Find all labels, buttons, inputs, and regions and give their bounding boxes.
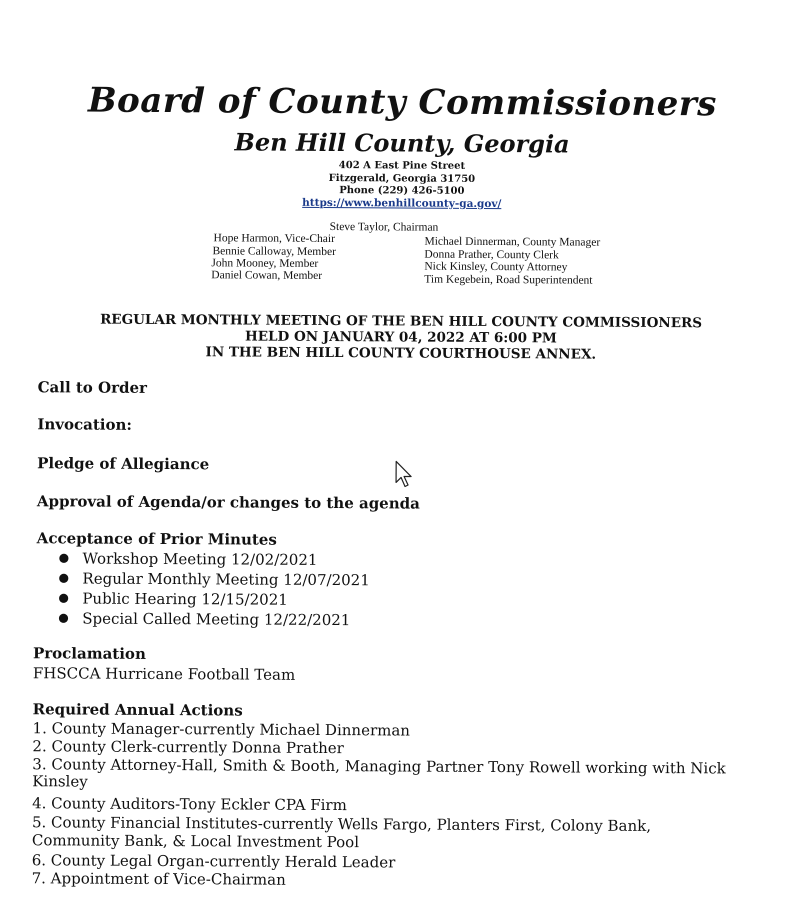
meeting-heading-line: HELD ON JANUARY 04, 2022 AT 6:00 PM bbox=[244, 328, 557, 347]
website-link[interactable]: https://www.benhillcounty-ga.gov/ bbox=[302, 196, 502, 211]
action-item: Community Bank, & Local Investment Pool bbox=[31, 831, 360, 852]
actions-heading: Required Annual Actions bbox=[32, 700, 243, 720]
proclamation-heading: Proclamation bbox=[32, 644, 146, 663]
document-subtitle: Ben Hill County, Georgia bbox=[234, 127, 570, 159]
agenda-invocation: Invocation: bbox=[37, 415, 133, 434]
street-address: 402 A East Pine Street bbox=[338, 160, 466, 172]
minutes-item: Public Hearing 12/15/2021 bbox=[82, 589, 288, 609]
agenda-call-to-order: Call to Order bbox=[37, 378, 148, 397]
official-right: Nick Kinsley, County Attorney bbox=[424, 260, 568, 274]
agenda-pledge: Pledge of Allegiance bbox=[37, 454, 210, 474]
minutes-item: Workshop Meeting 12/02/2021 bbox=[82, 549, 318, 569]
chairman: Steve Taylor, Chairman bbox=[329, 221, 439, 234]
action-item: 5. County Financial Institutes-currently Wells Fargo, Planters First, Colony Bank, bbox=[31, 813, 652, 835]
bullet-icon: ● bbox=[58, 590, 69, 605]
official-right: Donna Prather, County Clerk bbox=[424, 248, 559, 262]
action-item: 2. County Clerk-currently Donna Prather bbox=[32, 737, 344, 758]
city-address: Fitzgerald, Georgia 31750 bbox=[328, 173, 476, 185]
agenda-approval: Approval of Agenda/or changes to the agenda bbox=[36, 492, 420, 513]
action-item: 6. County Legal Organ-currently Herald Leader bbox=[31, 851, 396, 872]
bullet-icon: ● bbox=[58, 610, 69, 625]
action-item: 1. County Manager-currently Michael Dinnerman bbox=[32, 719, 411, 740]
meeting-heading-line: REGULAR MONTHLY MEETING OF THE BEN HILL COUNTY COMMISSIONERS bbox=[100, 311, 703, 332]
document-title: Board of County Commissioners bbox=[87, 80, 717, 125]
action-item: 3. County Attorney-Hall, Smith & Booth, Managing Partner Tony Rowell working with Nick bbox=[32, 755, 726, 778]
official-right: Tim Kegebein, Road Superintendent bbox=[424, 273, 593, 287]
minutes-item: Special Called Meeting 12/22/2021 bbox=[82, 609, 351, 630]
action-item: Kinsley bbox=[32, 772, 88, 791]
mouse-cursor-icon bbox=[395, 460, 415, 488]
bullet-icon: ● bbox=[58, 550, 70, 565]
proclamation-text: FHSCCA Hurricane Football Team bbox=[32, 664, 296, 684]
official-left: Daniel Cowan, Member bbox=[211, 269, 323, 282]
action-item: 4. County Auditors-Tony Eckler CPA Firm bbox=[32, 794, 347, 815]
meeting-heading-line: IN THE BEN HILL COUNTY COURTHOUSE ANNEX. bbox=[205, 344, 597, 363]
official-left: Hope Harmon, Vice-Chair bbox=[213, 232, 336, 246]
phone-number: Phone (229) 426-5100 bbox=[339, 185, 465, 197]
minutes-item: Regular Monthly Meeting 12/07/2021 bbox=[82, 569, 370, 590]
official-left: John Mooney, Member bbox=[211, 257, 319, 270]
official-right: Michael Dinnerman, County Manager bbox=[424, 235, 601, 249]
minutes-heading: Acceptance of Prior Minutes bbox=[36, 529, 277, 549]
bullet-icon: ● bbox=[58, 570, 70, 585]
official-left: Bennie Calloway, Member bbox=[212, 245, 337, 259]
action-item: 7. Appointment of Vice-Chairman bbox=[31, 869, 286, 889]
